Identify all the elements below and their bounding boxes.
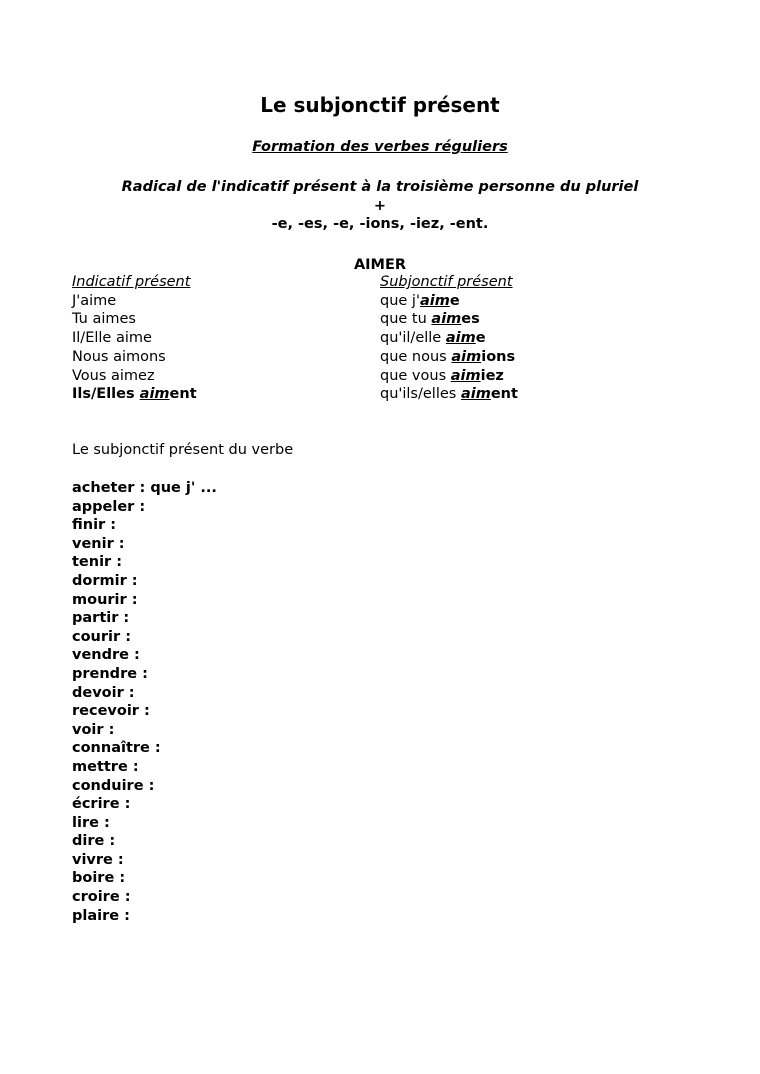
indicative-row: Nous aimons	[72, 348, 166, 365]
exercise-item: partir :	[72, 610, 130, 627]
subjunctive-ending: e	[449, 292, 460, 309]
rule-endings: -e, -es, -e, -ions, -iez, -ent.	[271, 216, 489, 232]
subjunctive-row	[380, 367, 518, 386]
subjunctive-ending: ent	[490, 386, 518, 403]
page-subtitle: Formation des verbes réguliers	[252, 139, 508, 155]
verb-stem: aim	[450, 367, 481, 384]
indicative-column	[72, 273, 197, 404]
exercise-item: vendre :	[72, 647, 140, 664]
subjunctive-row	[380, 348, 518, 367]
page-title: Le subjonctif présent	[260, 93, 500, 117]
exercise-intro: Le subjonctif présent du verbe	[72, 442, 294, 458]
subjunctive-prefix: qu'ils/elles	[380, 386, 461, 403]
verb-stem: aim	[451, 348, 482, 365]
subjunctive-prefix: que j'	[380, 292, 420, 309]
subjunctive-row	[380, 310, 518, 329]
exercise-item: courir :	[72, 628, 131, 645]
subjunctive-ending: es	[461, 311, 480, 328]
rule-plus: +	[373, 198, 387, 214]
exercise-item: prendre :	[72, 665, 148, 682]
exercise-item: recevoir :	[72, 703, 150, 720]
subjunctive-prefix: que vous	[380, 367, 451, 384]
exercise-item: connaître :	[72, 740, 161, 757]
exercise-item: mourir :	[72, 591, 138, 608]
subjunctive-column	[380, 273, 518, 404]
exercise-item: dire :	[72, 833, 116, 850]
exercise-item: venir :	[72, 535, 125, 552]
indicative-row: J'aime	[72, 292, 117, 309]
indicative-row: Vous aimez	[72, 367, 155, 384]
exercise-item: mettre :	[72, 758, 139, 775]
subjunctive-row	[380, 385, 518, 404]
indicative-prefix: Ils/Elles	[72, 386, 140, 403]
exercise-list	[72, 479, 217, 925]
exercise-item: voir :	[72, 721, 115, 738]
subjunctive-ending: e	[475, 330, 486, 347]
exercise-item: plaire :	[72, 907, 130, 924]
exercise-item: conduire :	[72, 777, 155, 794]
indicative-ending: ent	[169, 386, 197, 403]
exercise-item: boire :	[72, 870, 126, 887]
exercise-item: devoir :	[72, 684, 135, 701]
exercise-item: dormir :	[72, 572, 138, 589]
indicative-row: Il/Elle aime	[72, 330, 152, 347]
subjunctive-row	[380, 329, 518, 348]
rule-radical: Radical de l'indicatif présent à la troisième personne du pluriel	[121, 179, 639, 195]
indicative-row: Tu aimes	[72, 311, 136, 328]
subjunctive-ending: ions	[481, 348, 516, 365]
exercise-item: acheter : que j' ...	[72, 480, 217, 496]
subjunctive-prefix: que tu	[380, 311, 432, 328]
exercise-item: appeler :	[72, 498, 146, 515]
subjunctive-ending: iez	[480, 367, 504, 384]
subjunctive-prefix: qu'il/elle	[380, 330, 446, 347]
indicative-header: Indicatif présent	[72, 274, 191, 290]
example-verb: AIMER	[353, 257, 407, 273]
verb-stem: aim	[431, 311, 462, 328]
exercise-item: vivre :	[72, 851, 124, 868]
exercise-item: lire :	[72, 814, 110, 831]
verb-stem: aim	[460, 386, 491, 403]
exercise-item: croire :	[72, 889, 131, 906]
verb-stem: aim	[139, 386, 170, 403]
verb-stem: aim	[419, 292, 450, 309]
indicative-row-ils	[72, 385, 197, 404]
exercise-item: tenir :	[72, 554, 123, 571]
subjunctive-prefix: que nous	[380, 348, 452, 365]
exercise-item: écrire :	[72, 796, 131, 813]
subjunctive-row	[380, 292, 518, 311]
subjunctive-header: Subjonctif présent	[380, 274, 513, 290]
verb-stem: aim	[445, 330, 476, 347]
exercise-item: finir :	[72, 517, 117, 534]
